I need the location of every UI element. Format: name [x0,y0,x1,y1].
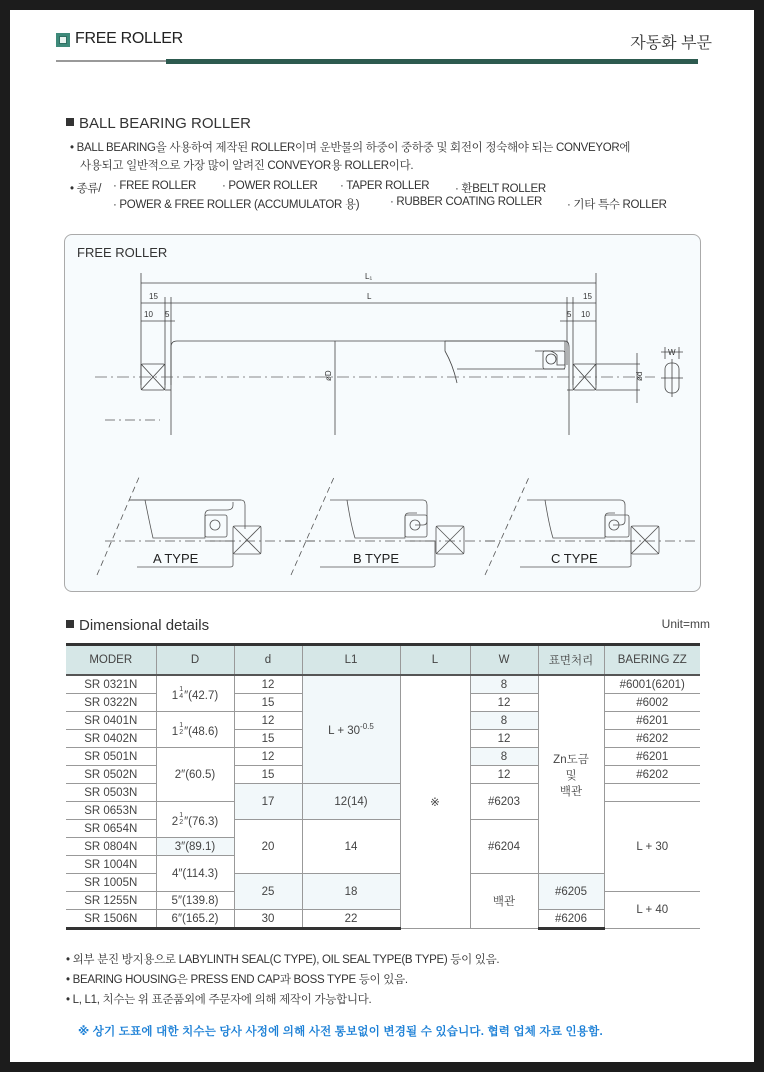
type-item: · FREE ROLLER [113,180,197,192]
model-cell: SR 1506N [66,910,156,929]
note-item: • L, L1, 치수는 위 표준품외에 주문자에 의해 제작이 가능합니다. [66,994,372,1006]
model-cell: SR 0502N [66,766,156,784]
L1-tolerance: -0.5 [360,722,374,732]
dimensional-heading-text: Dimensional details [79,617,210,634]
bearing-cell: #6204 [470,820,538,874]
L1-cell [302,675,400,784]
col-header: W [470,645,538,676]
d-cell: 30 [234,910,302,929]
surface-line: Zn도금 [553,753,589,766]
D-rest: ″(48.6) [184,725,219,738]
d-cell: 12 [234,712,302,730]
type-label-b: B TYPE [353,551,400,566]
d-cell: 12 [234,748,302,766]
W-cell: 12 [470,730,538,748]
d-cell: 15 [234,694,302,712]
model-cell: SR 0503N [66,784,156,802]
D-whole: 1 [171,689,179,702]
header-divider-thin [56,60,166,62]
dim-label-W: W [668,348,676,357]
note-item: • BEARING HOUSING은 PRESS END CAP과 BOSS TYPE 등이 있음. [66,974,408,986]
D-cell [156,712,234,748]
W-cell: 18 [302,874,400,910]
bearing-cell: #6202 [604,766,700,784]
D-rest: ″(76.3) [184,815,219,828]
model-cell: SR 0402N [66,730,156,748]
col-header: L [400,645,470,676]
bearing-cell: #6002 [604,694,700,712]
model-cell: SR 0654N [66,820,156,838]
dim-label-5-left: 5 [165,310,170,319]
W-cell: 12(14) [302,784,400,820]
type-item: · POWER ROLLER [222,180,318,192]
type-item: · RUBBER COATING ROLLER [390,196,542,208]
note-item: • 외부 분진 방지용으로 LABYLINTH SEAL(C TYPE), OIL SEAL TYPE(B TYPE) 등이 있음. [66,954,500,966]
section-label: 자동화 부문 [630,35,712,52]
frac-den: 2 [179,818,184,826]
type-item: · 환BELT ROLLER [455,183,546,195]
intro-desc-line2: 사용되고 일반적으로 가장 많이 알려진 CONVEYOR용 ROLLER이다. [80,160,414,172]
dim-label-phiD: øD [324,370,333,381]
dim-label-5-right: 5 [567,310,572,319]
frac-den: 4 [179,692,184,700]
L1-cell: L + 30 [604,802,700,892]
col-header: 표면처리 [538,645,604,676]
bearing-cell: #6203 [470,784,538,820]
model-cell: SR 0804N [66,838,156,856]
header-square-icon [56,33,70,47]
intro-heading [66,115,251,132]
D-whole: 1 [171,725,179,738]
W-cell: 8 [470,712,538,730]
dim-label-10-left: 10 [144,310,153,319]
frac-den: 2 [179,728,184,736]
W-cell: 8 [470,675,538,694]
roller-drawing-svg [65,235,700,591]
W-cell: 12 [470,694,538,712]
D-cell: 4″(114.3) [156,856,234,892]
surface-line: 백관 [559,785,583,798]
frac-num: 1 [179,685,184,693]
d-cell: 15 [234,766,302,784]
surface-line: 및 [565,769,577,782]
intro-heading-text: BALL BEARING ROLLER [79,115,252,132]
model-cell: SR 0321N [66,675,156,694]
page-title: FREE ROLLER [75,30,183,47]
D-fraction [179,686,183,700]
D-fraction [179,722,183,736]
technical-drawing [64,234,701,592]
notice-text: ※ 상기 도표에 대한 치수는 당사 사정에 의해 사전 통보없이 변경될 수 있습니다. 협력 업체 자료 인용함. [78,1026,603,1038]
D-cell: 3″(89.1) [156,838,234,856]
types-label: • 종류/ [70,183,102,195]
roller-tube [171,341,569,435]
dim-label-15-right: 15 [583,292,592,301]
d-cell: 15 [234,730,302,748]
table-row [66,675,700,694]
dim-label-10-right: 10 [581,310,590,319]
D-rest: ″(42.7) [184,689,219,702]
model-cell: SR 1004N [66,856,156,874]
surface-cell: 백관 [470,874,538,929]
d-cell: 20 [234,820,302,874]
dimension-table [66,643,700,930]
dim-label-L: L [367,292,372,301]
dimensional-heading [66,617,209,634]
W-cell: 8 [470,748,538,766]
model-cell: SR 0401N [66,712,156,730]
L-cell: ※ [400,675,470,929]
drawing-title: FREE ROLLER [77,245,168,260]
model-cell: SR 0322N [66,694,156,712]
W-cell: 22 [302,910,400,929]
W-cell: 12 [470,766,538,784]
dim-label-L1: L₁ [365,272,373,281]
bullet-square-icon [66,118,74,126]
type-item: · TAPER ROLLER [340,180,430,192]
L1-cell: L + 40 [604,892,700,929]
D-cell: 2″(60.5) [156,748,234,802]
bearing-cell: #6202 [604,730,700,748]
type-item: · 기타 특수 ROLLER [567,199,667,211]
header-divider-thick [166,59,698,64]
frac-num: 1 [179,811,184,819]
dim-label-phid: ød [635,371,644,381]
D-cell: 6″(165.2) [156,910,234,929]
col-header: BAERING ZZ [604,645,700,676]
model-cell: SR 1255N [66,892,156,910]
d-cell: 12 [234,675,302,694]
col-header: L1 [302,645,400,676]
bearing-cell: #6206 [538,910,604,929]
model-cell: SR 0501N [66,748,156,766]
bullet-square-icon [66,620,74,628]
model-cell: SR 1005N [66,874,156,892]
D-fraction [179,812,183,826]
W-cell: 14 [302,820,400,874]
D-cell: 5″(139.8) [156,892,234,910]
D-cell [156,802,234,838]
type-label-a: A TYPE [153,551,199,566]
col-header: MODER [66,645,156,676]
L1-base: L + 30 [328,724,361,737]
d-cell: 17 [234,784,302,820]
bearing-cell: #6201 [604,712,700,730]
bearing-cell: #6205 [538,874,604,910]
type-label-c: C TYPE [551,551,598,566]
col-header: D [156,645,234,676]
model-cell: SR 0653N [66,802,156,820]
table-header-row [66,645,700,676]
bearing-cell: #6001(6201) [604,675,700,694]
D-cell [156,675,234,712]
unit-label: Unit=mm [661,617,710,631]
d-cell: 25 [234,874,302,910]
col-header: d [234,645,302,676]
surface-cell [538,675,604,874]
D-whole: 2 [171,815,179,828]
intro-desc-line1: • BALL BEARING을 사용하여 제작된 ROLLER이며 운반물의 하중이 중하중 및 회전이 정숙해야 되는 CONVEYOR에 [70,142,631,154]
frac-num: 1 [179,721,184,729]
bearing-cell: #6201 [604,748,700,766]
dim-label-15-left: 15 [149,292,158,301]
type-item: · POWER & FREE ROLLER (ACCUMULATOR 용) [113,199,360,211]
